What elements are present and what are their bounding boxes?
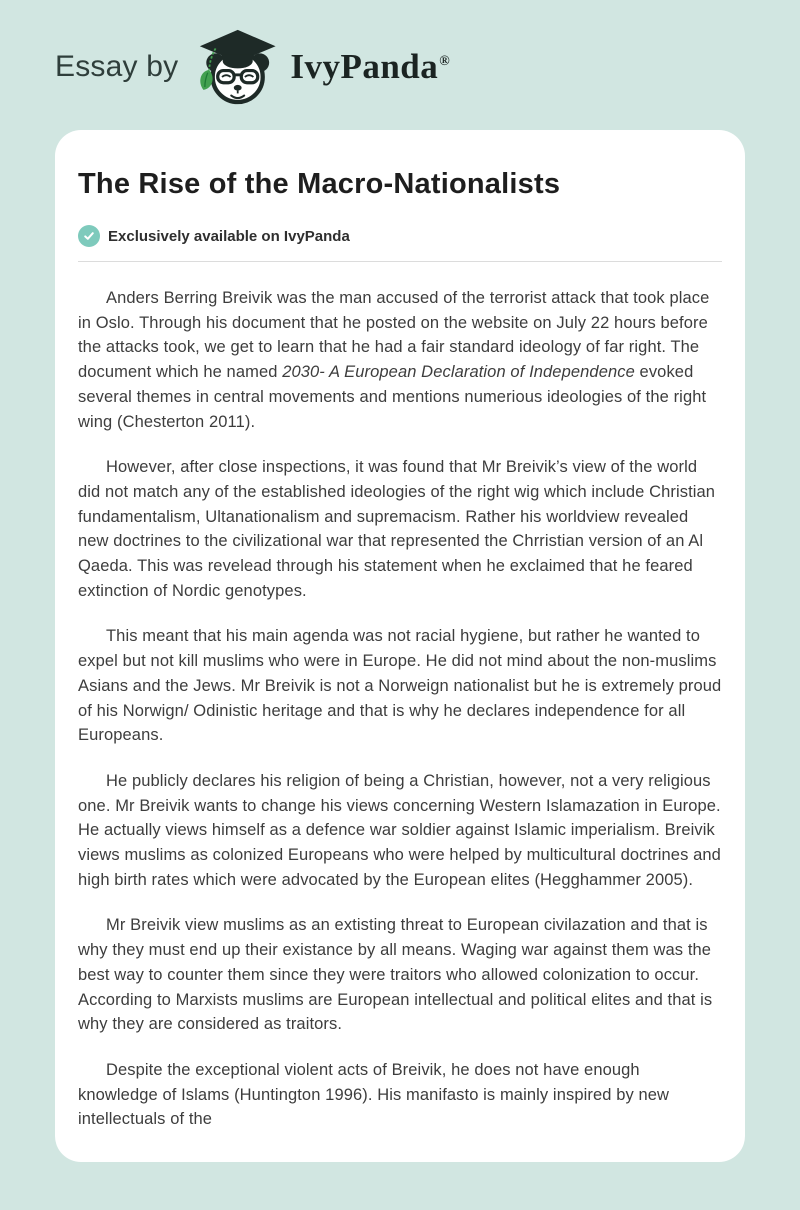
exclusive-badge-label: Exclusively available on IvyPanda (108, 227, 350, 245)
essay-paragraph: However, after close inspections, it was found that Mr Breivik’s view of the world did not match any of the established ideologies of the right wig which include Christian fundamentalism, Ultanationalism and supremacism. Rather his worldview revealed new doctrines to the civilizational war that represented the Chrristian version of an Al Qaeda. This was revelead through his statement when he exclaimed that he feared extinction of Nordic genotypes. (78, 458, 716, 600)
brand-name[interactable]: IvyPanda® (290, 47, 451, 86)
essay-paragraph: He publicly declares his religion of being a Christian, however, not a very religious one. Mr Breivik wants to change his views concerning Western Islamazation in Europe. He actually views himself as a defence war soldier against Islamic imperialism. Breivik views muslims as colonized Europeans who were helped by multicultural doctrines and high birth rates which were advocated by the European elites (Hegghammer 2005). (78, 771, 721, 889)
essay-paragraph: This meant that his main agenda was not racial hygiene, but rather he wanted to expel but not kill muslims who were in Europe. He did not mind about the non-muslims Asians and the Jews. Mr Breivik is not a Norweign nationalist but he is extremely proud of his Norwign/ Odinistic heritage and that is why he declares independence for all Europeans. (78, 627, 722, 745)
checkmark-icon (78, 225, 100, 247)
exclusive-badge (78, 225, 722, 247)
ivypanda-logo[interactable] (194, 27, 450, 107)
essay-paragraph: Mr Breivik view muslims as an extisting threat to European civilazation and that is why they must end up their existance by all means. Waging war against them was the best way to counter them since they were traitors who allowed colonization to occur. According to Marxists muslims are European intellectual and political elites and that is why they are considered as traitors. (78, 916, 713, 1034)
panda-graduate-icon (194, 27, 280, 107)
essay-paragraph: Anders Berring Breivik was the man accused of the terrorist attack that took place in Oslo. Through his document that he posted on the website on July 22 hours before the attacks took, we get to learn that he had a fair standard ideology of far right. The document which he named 2030- A European Declaration of Independence evoked several themes in central movements and mentions numerious ideologies of the right wing (Chesterton 2011). (78, 289, 710, 431)
site-header (0, 0, 800, 130)
essay-by-label: Essay by (55, 50, 179, 83)
essay-card (55, 130, 745, 1162)
essay-title: The Rise of the Macro-Nationalists (78, 168, 561, 200)
divider (78, 261, 722, 262)
essay-body (78, 286, 722, 1132)
registered-mark: ® (439, 54, 451, 70)
essay-paragraph: Despite the exceptional violent acts of Breivik, he does not have enough knowledge of Islams (Huntington 1996). His manifasto is mainly inspired by new intellectuals of the (78, 1060, 670, 1129)
